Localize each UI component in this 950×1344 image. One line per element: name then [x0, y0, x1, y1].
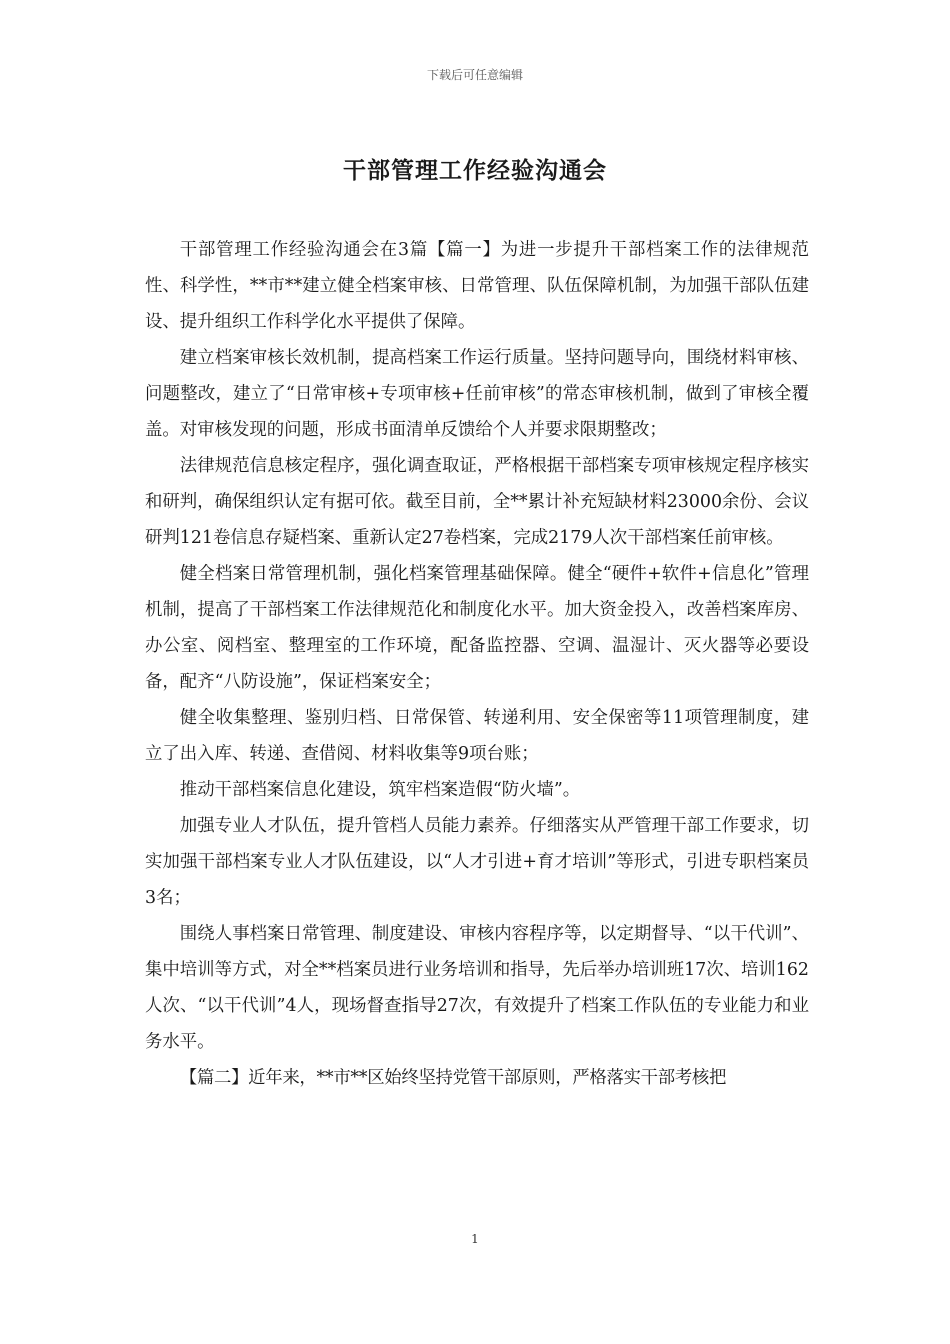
paragraph-3: 法律规范信息核定程序，强化调查取证，严格根据干部档案专项审核规定程序核实和研判，确保组织认定有据可依。截至目前，全**累计补充短缺材料23000余份、会议研判121卷信息存疑档案、重新认定27卷档案，完成2179人次干部档案任前审核。: [145, 456, 809, 548]
document-body: [145, 232, 809, 1096]
paragraph-2: 建立档案审核长效机制，提高档案工作运行质量。坚持问题导向，围绕材料审核、问题整改，建立了“日常审核+专项审核+任前审核”的常态审核机制，做到了审核全覆盖。对审核发现的问题，形成书面清单反馈给个人并要求限期整改；: [145, 348, 809, 440]
paragraph-9: 【篇二】近年来，**市**区始终坚持党管干部原则，严格落实干部考核把: [179, 1068, 727, 1088]
paragraph-4: 健全档案日常管理机制，强化档案管理基础保障。健全“硬件+软件+信息化”管理机制，提高了干部档案工作法律规范化和制度化水平。加大资金投入，改善档案库房、办公室、阅档室、整理室的工作环境，配备监控器、空调、温湿计、灭火器等必要设备，配齐“八防设施”，保证档案安全；: [145, 564, 809, 692]
paragraph-1: 干部管理工作经验沟通会在3篇【篇一】为进一步提升干部档案工作的法律规范性、科学性，**市**建立健全档案审核、日常管理、队伍保障机制，为加强干部队伍建设、提升组织工作科学化水平提供了保障。: [145, 240, 809, 332]
paragraph-8: 围绕人事档案日常管理、制度建设、审核内容程序等，以定期督导、“以干代训”、集中培训等方式，对全**档案员进行业务培训和指导，先后举办培训班17次、培训162人次、“以干代训”4人，现场督查指导27次，有效提升了档案工作队伍的专业能力和业务水平。: [145, 924, 809, 1052]
paragraph-5: 健全收集整理、鉴别归档、日常保管、转递利用、安全保密等11项管理制度，建立了出入库、转递、查借阅、材料收集等9项台账；: [145, 708, 809, 764]
document-title: 干部管理工作经验沟通会: [343, 157, 607, 184]
paragraph-6: 推动干部档案信息化建设，筑牢档案造假“防火墙”。: [179, 780, 581, 800]
page-header-note: 下载后可任意编辑: [426, 68, 523, 82]
page-number: 1: [471, 1232, 479, 1246]
paragraph-7: 加强专业人才队伍，提升管档人员能力素养。仔细落实从严管理干部工作要求，切实加强干部档案专业人才队伍建设，以“人才引进+育才培训”等形式，引进专职档案员3名；: [145, 816, 809, 908]
